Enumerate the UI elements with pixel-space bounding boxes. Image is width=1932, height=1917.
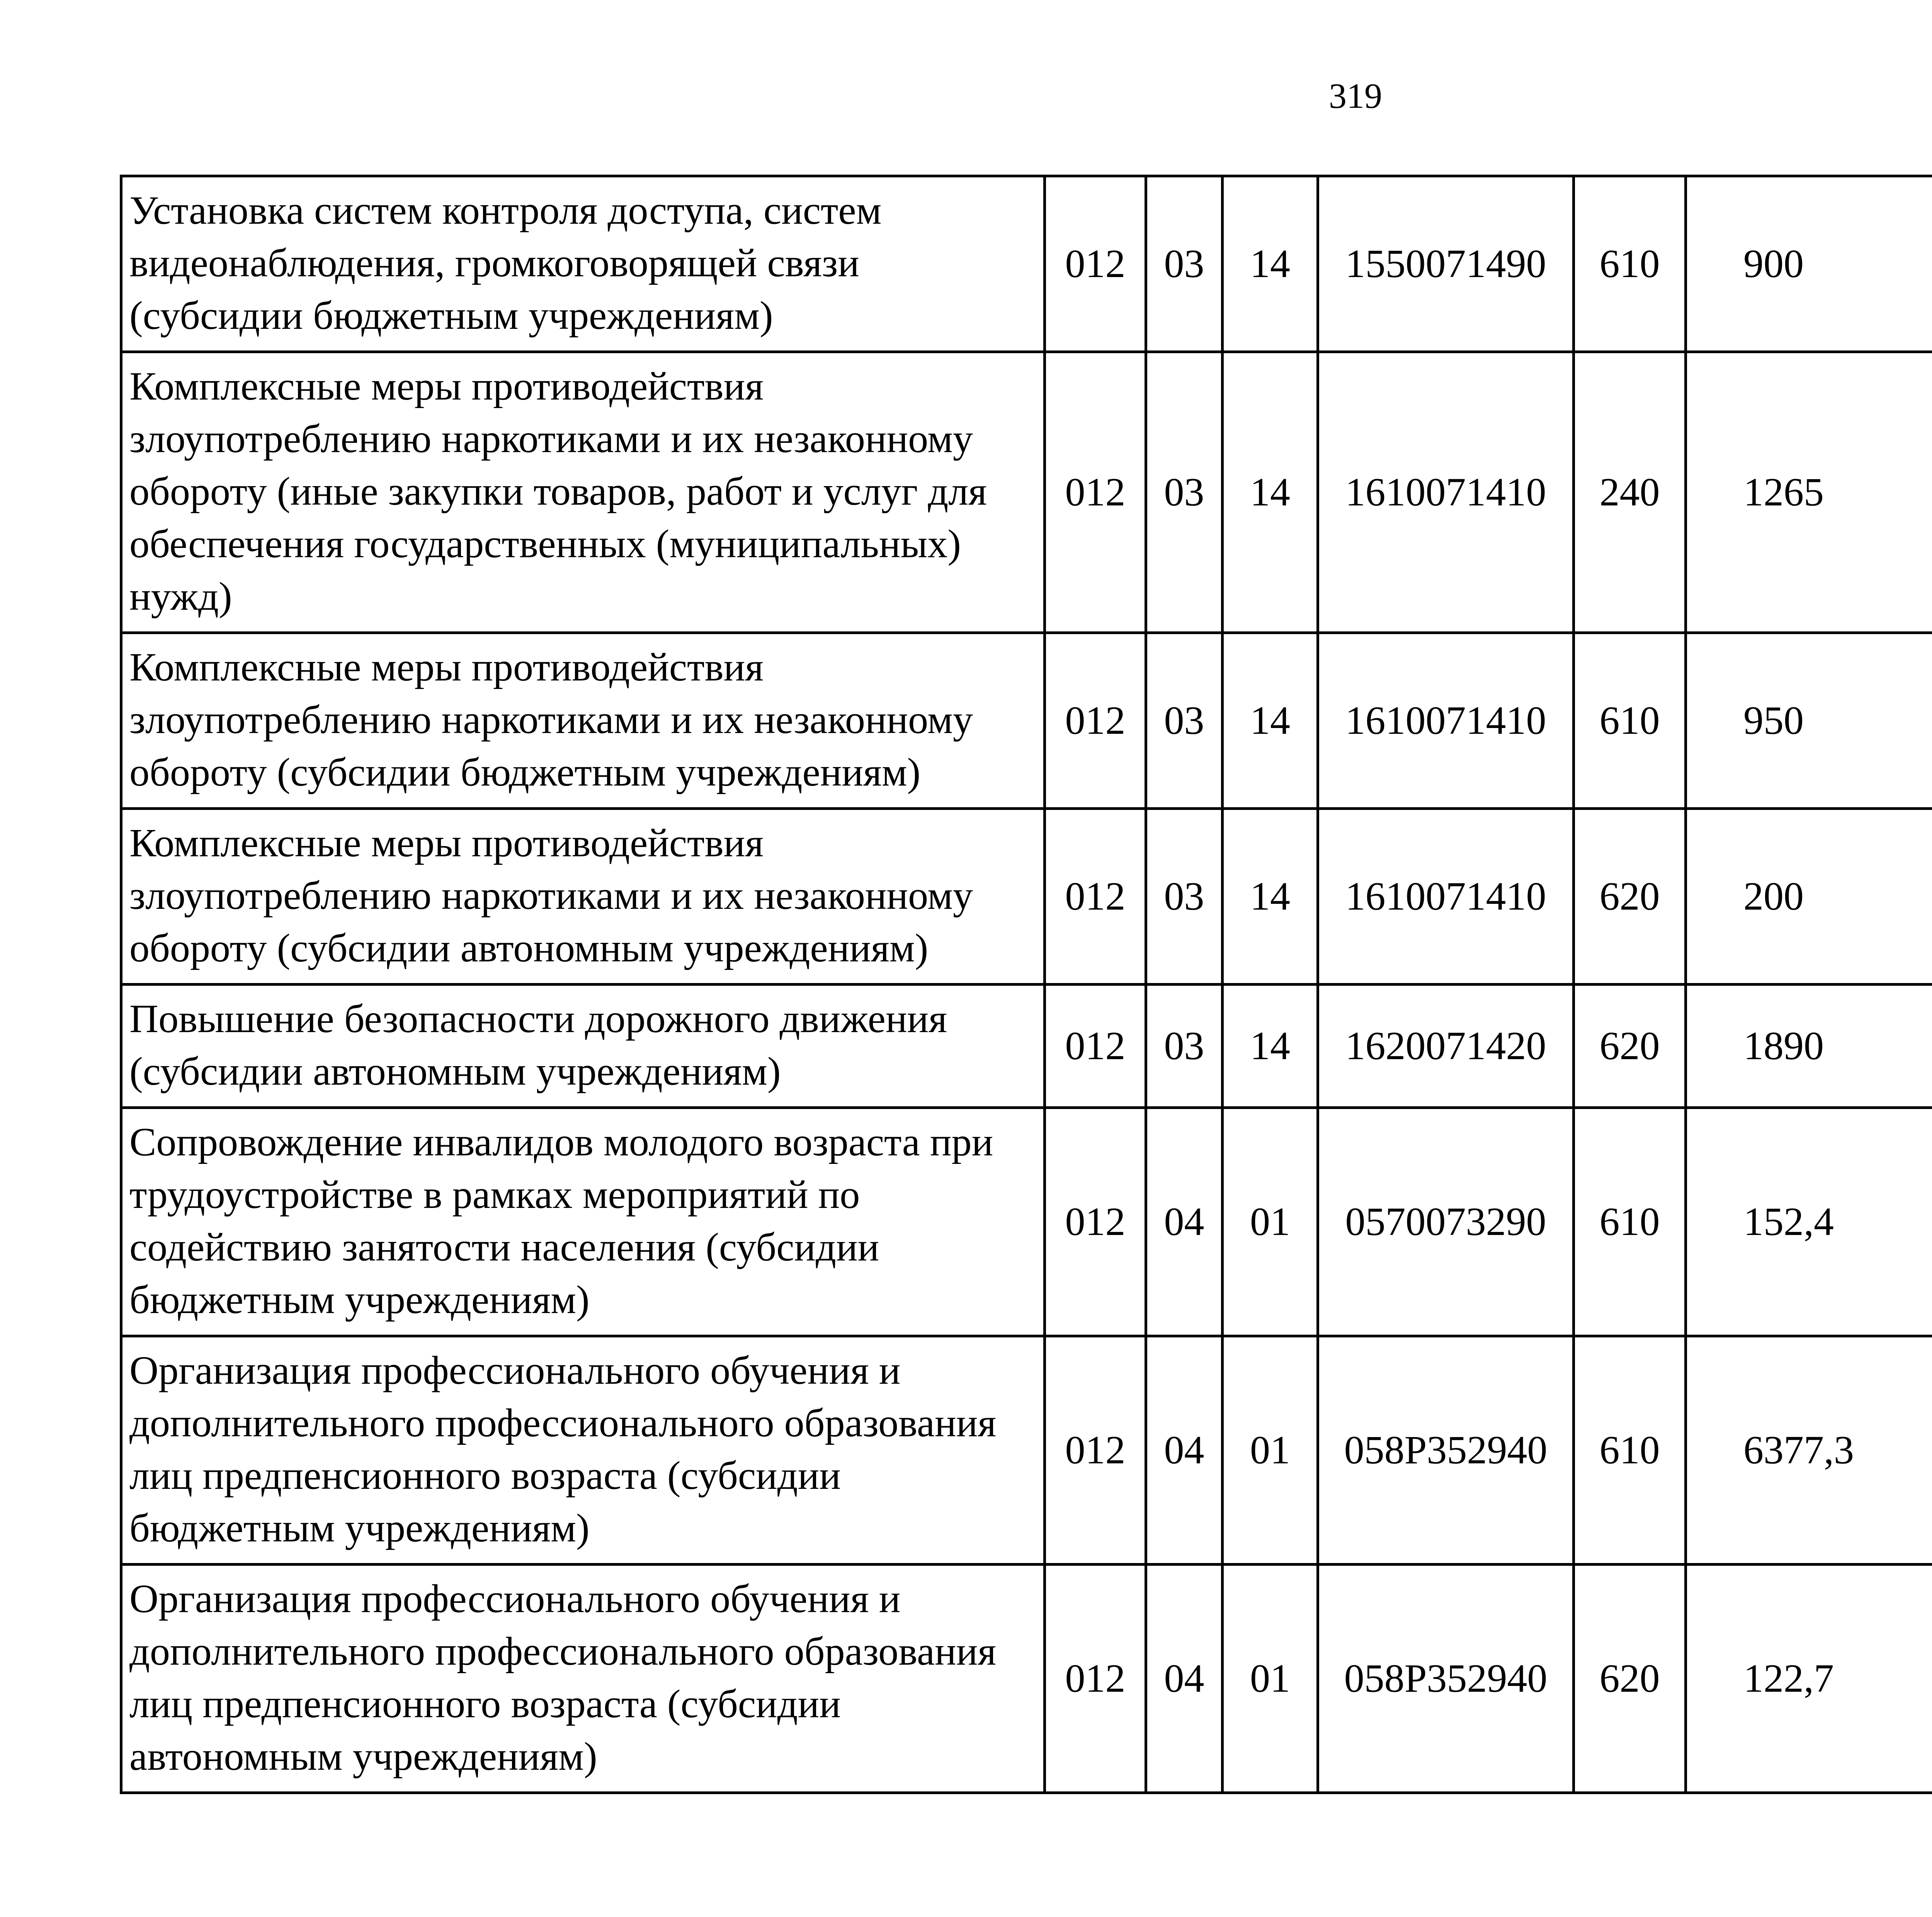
target-article-cell: 1610071410	[1318, 352, 1574, 633]
target-article-cell: 1620071420	[1318, 985, 1574, 1108]
amount-year1-cell: 900	[1686, 176, 1932, 352]
subsection-code-cell: 14	[1223, 176, 1318, 352]
ministry-code-cell: 012	[1045, 1336, 1146, 1565]
subsection-code-cell: 14	[1223, 633, 1318, 809]
expense-name-cell: Комплексные меры противодействия злоупотреблению наркотиками и их незаконному обороту (иные закупки товаров, работ и услуг для обеспечения государственных (муниципальных) нужд)	[121, 352, 1045, 633]
table-row	[121, 176, 1932, 352]
expense-name-cell: Комплексные меры противодействия злоупотреблению наркотиками и их незаконному обороту (субсидии автономным учреждениям)	[121, 809, 1045, 985]
ministry-code-cell: 012	[1045, 176, 1146, 352]
expense-name-cell: Организация профессионального обучения и дополнительного профессионального образования лиц предпенсионного возраста (субсидии автономным учреждениям)	[121, 1565, 1045, 1793]
table-row	[121, 1108, 1932, 1336]
expense-name-cell: Комплексные меры противодействия злоупотреблению наркотиками и их незаконному обороту (субсидии бюджетным учреждениям)	[121, 633, 1045, 809]
amount-year1-cell: 950	[1686, 633, 1932, 809]
subsection-code-cell: 01	[1223, 1336, 1318, 1565]
expense-name-cell: Сопровождение инвалидов молодого возраста при трудоустройстве в рамках мероприятий по содействию занятости населения (субсидии бюджетным учреждениям)	[121, 1108, 1045, 1336]
table-row	[121, 985, 1932, 1108]
amount-year1-cell: 1265	[1686, 352, 1932, 633]
section-code-cell: 04	[1146, 1565, 1223, 1793]
expense-type-cell: 620	[1574, 985, 1686, 1108]
amount-year1-cell: 152,4	[1686, 1108, 1932, 1336]
subsection-code-cell: 01	[1223, 1108, 1318, 1336]
table-row	[121, 809, 1932, 985]
expense-type-cell: 620	[1574, 809, 1686, 985]
ministry-code-cell: 012	[1045, 985, 1146, 1108]
amount-year1-cell: 200	[1686, 809, 1932, 985]
target-article-cell: 1550071490	[1318, 176, 1574, 352]
target-article-cell: 058P352940	[1318, 1336, 1574, 1565]
amount-year1-cell: 122,7	[1686, 1565, 1932, 1793]
section-code-cell: 03	[1146, 809, 1223, 985]
expense-type-cell: 240	[1574, 352, 1686, 633]
page-number: 319	[1329, 76, 1382, 116]
section-code-cell: 03	[1146, 985, 1223, 1108]
target-article-cell: 1610071410	[1318, 633, 1574, 809]
subsection-code-cell: 14	[1223, 985, 1318, 1108]
ministry-code-cell: 012	[1045, 352, 1146, 633]
expense-name-cell: Установка систем контроля доступа, систем видеонаблюдения, громкоговорящей связи (субсидии бюджетным учреждениям)	[121, 176, 1045, 352]
table-row	[121, 633, 1932, 809]
subsection-code-cell: 14	[1223, 809, 1318, 985]
section-code-cell: 03	[1146, 352, 1223, 633]
expense-name-cell: Повышение безопасности дорожного движения (субсидии автономным учреждениям)	[121, 985, 1045, 1108]
ministry-code-cell: 012	[1045, 1565, 1146, 1793]
ministry-code-cell: 012	[1045, 1108, 1146, 1336]
amount-year1-cell: 1890	[1686, 985, 1932, 1108]
amount-year1-cell: 6377,3	[1686, 1336, 1932, 1565]
expense-type-cell: 610	[1574, 1108, 1686, 1336]
target-article-cell: 1610071410	[1318, 809, 1574, 985]
target-article-cell: 0570073290	[1318, 1108, 1574, 1336]
expense-type-cell: 610	[1574, 1336, 1686, 1565]
expense-type-cell: 620	[1574, 1565, 1686, 1793]
subsection-code-cell: 14	[1223, 352, 1318, 633]
budget-table	[120, 175, 1932, 1794]
subsection-code-cell: 01	[1223, 1565, 1318, 1793]
expense-name-cell: Организация профессионального обучения и дополнительного профессионального образования лиц предпенсионного возраста (субсидии бюджетным учреждениям)	[121, 1336, 1045, 1565]
expense-type-cell: 610	[1574, 176, 1686, 352]
expense-type-cell: 610	[1574, 633, 1686, 809]
section-code-cell: 04	[1146, 1336, 1223, 1565]
table-row	[121, 1565, 1932, 1793]
section-code-cell: 04	[1146, 1108, 1223, 1336]
section-code-cell: 03	[1146, 176, 1223, 352]
ministry-code-cell: 012	[1045, 633, 1146, 809]
target-article-cell: 058P352940	[1318, 1565, 1574, 1793]
table-row	[121, 352, 1932, 633]
ministry-code-cell: 012	[1045, 809, 1146, 985]
section-code-cell: 03	[1146, 633, 1223, 809]
table-row	[121, 1336, 1932, 1565]
